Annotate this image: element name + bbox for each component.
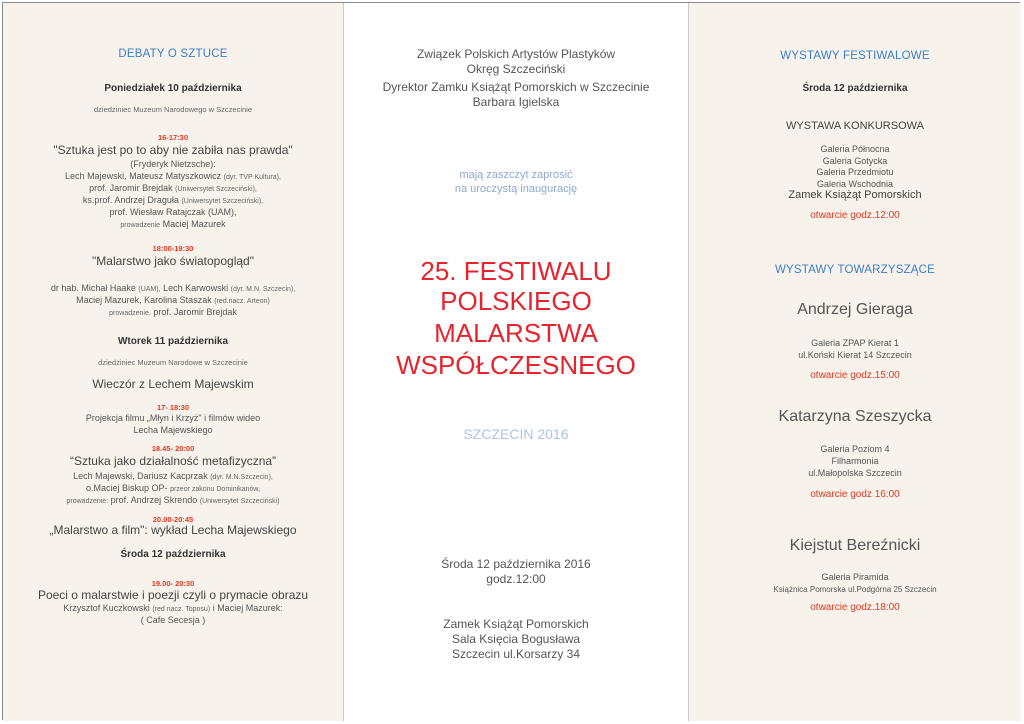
opening-time: godz.12:00 <box>486 572 546 586</box>
artist1-venue2: ul.Koński Kierat 14 Szczecin <box>798 349 912 360</box>
event2-moderator-note: (Uniwersytet Szczeciński) <box>199 498 280 505</box>
contest-castle: Zamek Książąt Pomorskich <box>788 189 922 201</box>
venue-line1: Zamek Książąt Pomorskich <box>443 617 589 631</box>
artist3-name: Kiejstut Bereźnicki <box>789 537 921 554</box>
artist1-opening: otwarcie godz.15:00 <box>810 370 900 381</box>
talk1-moderator: Maciej Mazurek <box>162 219 226 229</box>
venue-line2: Sala Księcia Bogusława <box>451 632 581 646</box>
time-talk1: 16-17:30 <box>157 133 189 142</box>
talk2-title: "Malarstwo jako światopogląd" <box>92 254 254 268</box>
talk2-speaker-1a: dr hab. Michał Haake <box>50 283 136 293</box>
artist2-venue2: Filharmonia <box>831 455 879 466</box>
opening-date: Środa 12 października 2016 <box>441 557 591 571</box>
gallery-2: Galeria Gotycka <box>822 155 888 166</box>
artist3-venue1: Galeria Piramida <box>821 572 889 582</box>
poets-location: ( Cafe Secesja ) <box>140 615 206 625</box>
contest-title: WYSTAWA KONKURSOWA <box>786 120 924 132</box>
talk1-note-1: (dyr. TVP Kultura), <box>223 174 281 181</box>
event2-speakers-2: o.Maciej Biskup OP- <box>86 483 168 493</box>
event3-title: „Malarstwo a film": wykład Lecha Majewskiego <box>49 523 297 537</box>
talk1-note-2: (Uniwersytet Szczeciński), <box>175 186 257 193</box>
venue-tuesday: dziedziniec Muzeum Narodowe w Szczecinie <box>98 358 248 367</box>
artist3-opening: otwarcie godz.18:00 <box>810 602 900 613</box>
time-event3: 20.00-20:45 <box>152 515 194 524</box>
artist2-venue3: ul.Małopolska Szczecin <box>808 468 902 478</box>
talk2-speakers-2: Maciej Mazurek, Karolina Staszak <box>76 295 212 305</box>
festival-title-line3: MALARSTWA <box>434 318 598 348</box>
venue-line3: Szczecin ul.Korsarzy 34 <box>451 647 581 661</box>
artist3-venue2: Książnica Pomorska ul.Podgórna 25 Szczecin <box>773 584 937 594</box>
gallery-4: Galeria Wschodnia <box>816 178 894 189</box>
talk2-moderation <box>3 306 343 320</box>
artist2-opening: otwarcie godz 16:00 <box>810 489 900 500</box>
day-label-exhibitions: Środa 12 października <box>802 83 908 94</box>
talk2-moderator: prof. Jaromir Brejdak <box>153 307 237 317</box>
festival-city-year: SZCZECIN 2016 <box>463 426 569 442</box>
event2-moderation <box>3 494 343 508</box>
time-event1: 17- 18:30 <box>156 403 190 412</box>
event1-line1: Projekcja filmu „Młyn i Krzyż" i filmów wideo <box>85 413 261 423</box>
festival-title-line4: WSPÓŁCZESNEGO <box>396 350 636 380</box>
festival-title-line2: POLSKIEGO <box>440 286 592 316</box>
talk1-title: "Sztuka jest po to aby nie zabiła nas prawda" <box>53 143 293 157</box>
talk1-note-3: (Uniwersytet Szczeciński), <box>181 198 264 205</box>
event2-moderator-label: prowadzenie: <box>66 498 109 505</box>
section-title-accompanying: WYSTAWY TOWARZYSZĄCE <box>774 264 936 276</box>
time-poets: 19.00- 20:30 <box>151 579 195 588</box>
poets-speaker-1a: Krzysztof Kuczkowski <box>63 603 150 613</box>
right-panel-exhibitions <box>689 3 1021 721</box>
left-panel-debates <box>3 3 343 721</box>
event2-moderator: prof. Andrzej Skrendo <box>110 495 198 505</box>
time-event2: 18.45- 20:00 <box>151 444 195 453</box>
gallery-3: Galeria Przedmiotu <box>816 167 894 177</box>
day-label-wednesday: Środa 12 października <box>120 549 226 560</box>
poets-speaker-1b: i Maciej Mazurek: <box>212 603 283 613</box>
talk1-speakers-1: Lech Majewski, Mateusz Matyszkowicz <box>65 171 222 181</box>
contest-opening-time: otwarcie godz.12:00 <box>810 210 900 221</box>
section-title-debates: DEBATY O SZTUCE <box>118 48 228 60</box>
event2-note-1: (dyr. M.N.Szczecin), <box>210 474 273 481</box>
talk2-note-2: (red.nacz. Arteon) <box>214 298 270 305</box>
evening-title: Wieczór z Lechem Majewskim <box>92 377 254 391</box>
talk1-moderation <box>3 218 343 232</box>
poets-note-1a: (red nacz. Toposu) <box>152 606 211 613</box>
poets-title: Poeci o malarstwie i poezji czyli o prymacie obrazu <box>37 588 309 602</box>
organizer-line2: Okręg Szczeciński <box>466 62 566 76</box>
organizer-line3: Dyrektor Zamku Książąt Pomorskich w Szczecinie <box>382 80 650 94</box>
talk1-moderator-label: prowadzenie <box>120 222 161 229</box>
talk2-note-1b: (dyr. M.N. Szczecin), <box>230 286 296 293</box>
section-title-festival-exhibitions: WYSTAWY FESTIWALOWE <box>780 50 930 62</box>
invite-line1: mają zaszczyt zaprosić <box>459 169 573 181</box>
invite-line2: na uroczystą inaugurację <box>454 183 578 195</box>
middle-panel-invitation <box>343 3 689 721</box>
gallery-1: Galeria Północna <box>820 144 890 154</box>
festival-title-line1: 25. FESTIWALU <box>420 256 612 286</box>
event2-note-2: przeor zakonu Dominikanów, <box>170 486 260 493</box>
talk1-quote-author: (Fryderyk Nietzsche): <box>130 159 216 169</box>
time-talk2: 18:00-19:30 <box>152 244 194 253</box>
talk2-moderator-label: prowadzenie. <box>109 310 151 317</box>
artist2-venue1: Galeria Poziom 4 <box>820 444 890 454</box>
event1-line2: Lecha Majewskiego <box>133 425 213 435</box>
talk1-speakers-4: prof. Wiesław Ratajczak (UAM), <box>109 207 237 217</box>
talk1-speakers-2: prof. Jaromir Brejdak <box>89 183 173 193</box>
artist1-name: Andrzej Gieraga <box>797 301 913 318</box>
talk2-note-1a: (UAM), <box>138 286 161 293</box>
day-label-monday: Poniedziałek 10 października <box>104 83 242 94</box>
artist2-name: Katarzyna Szeszycka <box>778 408 932 425</box>
organizer-line4: Barbara Igielska <box>472 95 560 109</box>
venue-monday: dziedziniec Muzeum Narodowego w Szczecinie <box>94 105 252 114</box>
event2-title: “Sztuka jako działalność metafizyczna” <box>69 454 277 468</box>
organizer-line1: Związek Polskich Artystów Plastyków <box>416 47 616 61</box>
talk2-speaker-1b: Lech Karwowski <box>163 283 229 293</box>
event2-speakers-1: Lech Majewski, Dariusz Kacprzak <box>73 471 208 481</box>
day-label-tuesday: Wtorek 11 października <box>117 336 229 347</box>
talk1-speakers-3: ks.prof. Andrzej Draguła <box>82 195 179 205</box>
artist1-venue1: Galeria ZPAP Kierat 1 <box>811 338 899 348</box>
